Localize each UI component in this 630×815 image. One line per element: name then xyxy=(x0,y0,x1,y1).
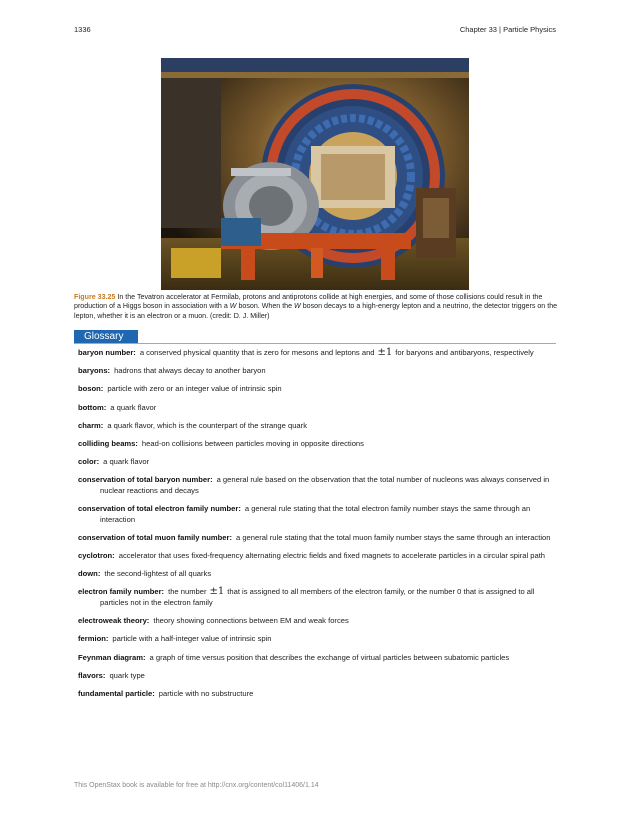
glossary-term: Feynman diagram: xyxy=(78,652,146,662)
glossary-term: boson: xyxy=(78,384,104,394)
glossary-definition: a quark flavor, which is the counterpart of the strange quark xyxy=(107,420,307,430)
glossary-entry xyxy=(78,475,556,496)
glossary-entry xyxy=(78,569,556,580)
caption-text: In the Tevatron accelerator at Fermilab, protons and antiprotons collide at high energies, and some of those collisions could result in the production of a Higgs boson in association with a xyxy=(74,293,543,311)
glossary-definition: particle with a half-integer value of intrinsic spin xyxy=(112,634,272,644)
glossary-entry xyxy=(78,457,556,468)
glossary-term: baryons: xyxy=(78,366,111,376)
glossary-definition: for baryons and antibaryons, respectively xyxy=(395,348,534,357)
caption-w-symbol: W xyxy=(294,302,301,311)
glossary-definition: a conserved physical quantity that is zero for mesons and leptons and xyxy=(139,348,375,357)
glossary-entry xyxy=(78,403,556,414)
glossary-definition: accelerator that uses fixed-frequency alternating electric fields and fixed magnets to accelerate particles in a circular spiral path xyxy=(118,551,546,561)
glossary-definition: particle with zero or an integer value of intrinsic spin xyxy=(107,384,282,394)
plus-minus-symbol: ±1 xyxy=(377,347,393,358)
glossary-entry xyxy=(78,616,556,627)
glossary-term: colliding beams: xyxy=(78,438,138,448)
glossary-header xyxy=(74,330,556,344)
plus-minus-symbol: ±1 xyxy=(209,586,225,598)
glossary-entry xyxy=(78,671,556,682)
caption-text: boson. When the xyxy=(236,302,295,311)
caption-text: boson decays to a high-energy lepton and a neutrino, the detector triggers on the lepton, whether it is an electron or a muon. (credit: D. J. Miller) xyxy=(74,302,558,320)
glossary-term: down: xyxy=(78,569,101,579)
glossary-term: baryon number: xyxy=(78,348,136,357)
glossary-term: electroweak theory: xyxy=(78,616,150,626)
glossary-entry xyxy=(78,634,556,645)
glossary-definition: a graph of time versus position that describes the exchange of virtual particles between subatomic particles xyxy=(149,652,510,662)
glossary-definition: that is assigned to all members of the electron family, or the number 0 that is assigned to all particles not in the electron family xyxy=(100,587,535,608)
glossary-term: flavors: xyxy=(78,670,106,680)
glossary-definition: a quark flavor xyxy=(110,402,157,412)
figure-caption xyxy=(74,293,558,321)
glossary-term: charm: xyxy=(78,420,104,430)
glossary-entry xyxy=(78,533,556,544)
glossary-definition: the second-lightest of all quarks xyxy=(104,569,212,579)
glossary-entry xyxy=(78,587,556,608)
glossary-term: conservation of total muon family number: xyxy=(78,532,232,542)
glossary-definition: head-on collisions between particles moving in opposite directions xyxy=(141,438,364,448)
glossary-definition: a quark flavor xyxy=(103,457,150,467)
glossary-definition: hadrons that always decay to another baryon xyxy=(114,366,266,376)
glossary-term: conservation of total baryon number: xyxy=(78,475,213,485)
page-number: 1336 xyxy=(74,25,91,34)
glossary-entry xyxy=(78,421,556,432)
glossary-term: fermion: xyxy=(78,634,109,644)
chapter-title: Chapter 33 | Particle Physics xyxy=(459,25,556,34)
tevatron-detector-photo xyxy=(161,58,469,290)
caption-w-symbol: W xyxy=(229,302,237,311)
glossary-entry xyxy=(78,689,556,700)
glossary-entry xyxy=(78,439,556,450)
glossary-entry xyxy=(78,348,556,359)
glossary-title: Glossary xyxy=(74,330,138,343)
glossary-entry xyxy=(78,366,556,377)
glossary-term: fundamental particle: xyxy=(78,688,155,698)
footer-note: This OpenStax book is available for free at http://cnx.org/content/col11406/1.14 xyxy=(74,782,319,789)
glossary-definition: a general rule based on the observation that the total number of nucleons was always conserved in nuclear reactions and decays xyxy=(100,475,550,495)
glossary-term: conservation of total electron family number: xyxy=(78,504,241,514)
glossary-entry xyxy=(78,384,556,395)
glossary-list xyxy=(78,348,556,707)
glossary-entry xyxy=(78,653,556,664)
glossary-term: cyclotron: xyxy=(78,551,115,561)
glossary-definition: theory showing connections between EM and weak forces xyxy=(153,616,349,626)
glossary-definition: a general rule stating that the total muon family number stays the same through an interaction xyxy=(236,532,551,542)
glossary-term: electron family number: xyxy=(78,587,165,597)
glossary-definition: a general rule stating that the total electron family number stays the same through an interaction xyxy=(100,504,531,524)
glossary-term: color: xyxy=(78,457,100,467)
glossary-definition: quark type xyxy=(109,670,145,680)
glossary-term: bottom: xyxy=(78,402,107,412)
figure-label: Figure 33.25 xyxy=(74,293,116,301)
glossary-definition: the number xyxy=(168,587,207,597)
glossary-definition: particle with no substructure xyxy=(158,688,254,698)
glossary-entry xyxy=(78,551,556,562)
glossary-entry xyxy=(78,504,556,525)
